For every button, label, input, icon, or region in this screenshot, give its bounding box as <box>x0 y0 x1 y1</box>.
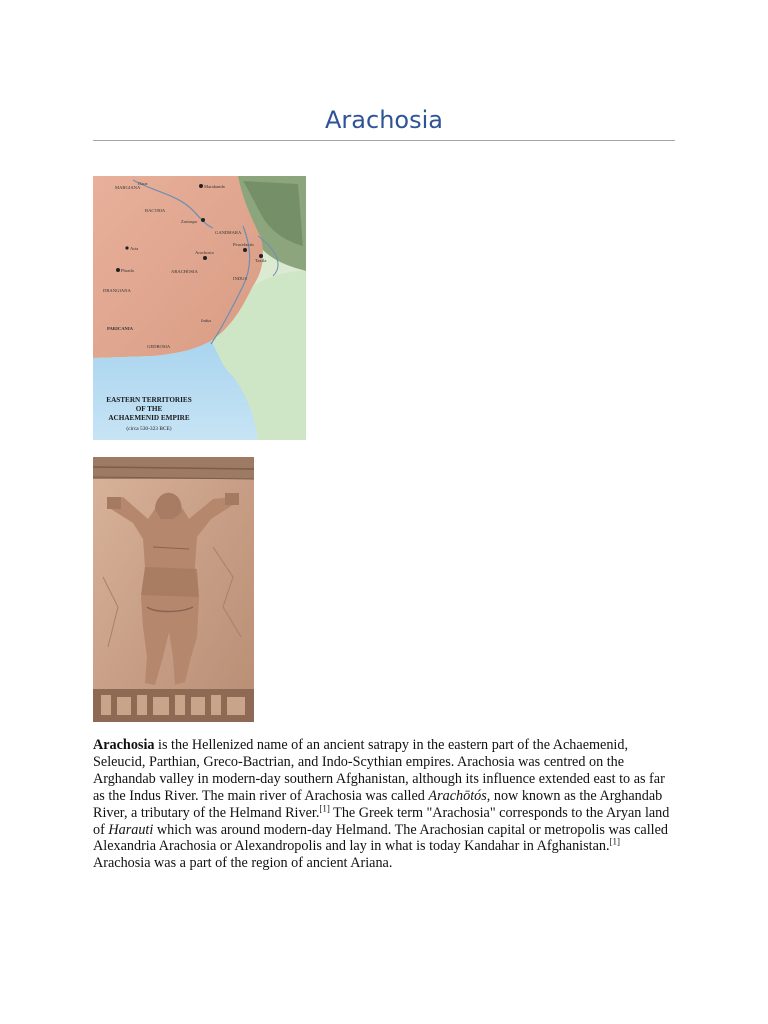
map-region-label: GEDROSIA <box>147 344 171 349</box>
map-city-label: Arachosia <box>195 250 214 255</box>
text-segment: The Greek term "Arachosia" corresponds to the Aryan land of <box>93 804 670 838</box>
achaemenid-map-image <box>93 176 306 440</box>
map-region-label: ARACHOSIA <box>171 269 198 274</box>
map-caption-line: (circa 530-323 BCE) <box>126 426 172 432</box>
map-city-label: Aria <box>130 246 139 251</box>
map-region-label: INDUS <box>233 276 248 281</box>
map-city-label: Peucelaotis <box>233 242 254 247</box>
map-city-label: Zariaspa <box>181 219 197 224</box>
reference-link[interactable]: [1] <box>319 802 330 813</box>
map-region-label: BACTRIA <box>145 208 166 213</box>
map-river-label: Oxus <box>138 181 148 186</box>
map-region-label: GANDHARA <box>215 230 242 235</box>
italic-term: Harauti <box>108 821 154 838</box>
text-segment: which was around modern-day Helmand. The Arachosian capital or metropolis was called Alexandria Arachosia or Alexandropolis and lay in what is today Kandahar in Afghanistan. <box>93 821 668 855</box>
arachosian-soldier-relief-image <box>93 457 254 722</box>
title-divider <box>93 140 675 141</box>
italic-term: Arachōtós <box>428 787 487 804</box>
map-caption-line: ACHAEMENID EMPIRE <box>108 414 190 422</box>
map-region-label: PARICANIA <box>107 326 133 331</box>
lead-term: Arachosia <box>93 737 155 753</box>
map-region-label: DRANGIANA <box>103 288 131 293</box>
map-city-label: Marakanda <box>204 184 225 189</box>
map-caption-line: EASTERN TERRITORIES <box>106 396 192 404</box>
reference-link[interactable]: [1] <box>609 836 621 847</box>
map-city-label: Phrada <box>121 268 134 273</box>
relief-illustration <box>93 457 254 722</box>
map-region-label: MARGIANA <box>115 185 141 190</box>
map-river-label: Indus <box>201 318 212 323</box>
article-paragraph <box>93 737 673 872</box>
map-illustration <box>93 176 306 440</box>
map-caption-line: OF THE <box>135 405 163 413</box>
page-title: Arachosia <box>325 106 443 134</box>
text-segment: is the Hellenized name of an ancient satrapy in the eastern part of the Achaemenid, Seleucid, Parthian, Greco-Bactrian, and Indo-Scythian empires. Arachosia was centred on the Arghandab valley in modern-day southern Afghanistan, although its influence extended east to as far as the Indus River. The main river of Arachosia was called <box>93 737 665 804</box>
text-segment: , now known as the Arghandab River, a tributary of the Helmand River. <box>93 787 663 821</box>
text-segment: Arachosia was a part of the region of ancient Ariana. <box>93 855 393 872</box>
map-city-label: Taxila <box>255 258 267 263</box>
